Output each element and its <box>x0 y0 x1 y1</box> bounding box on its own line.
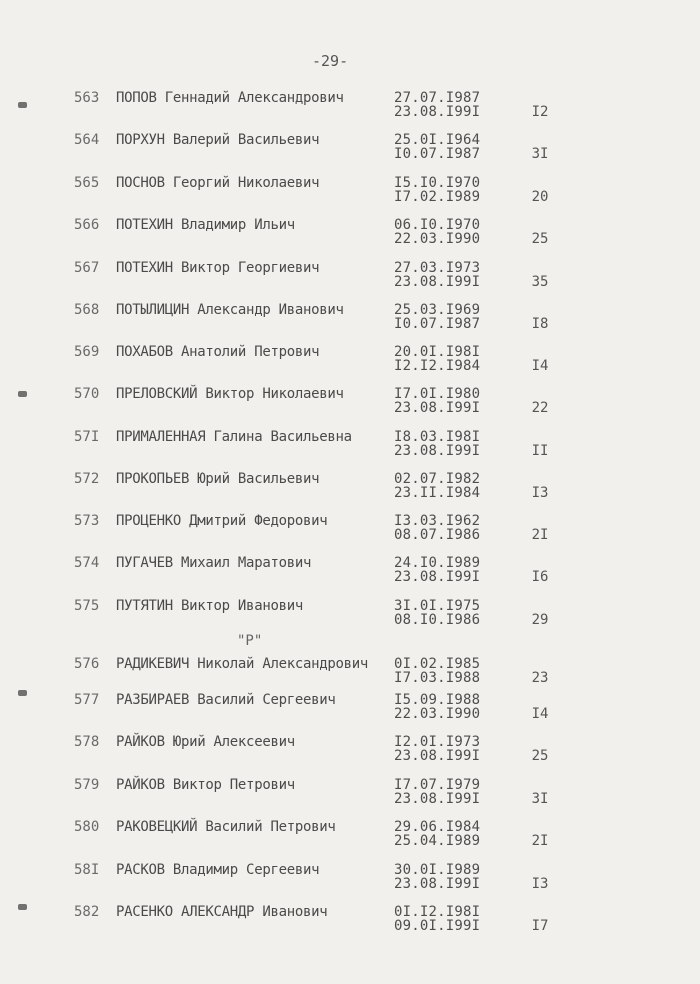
entry-name: ПОТЕХИН Виктор Георгиевич <box>116 260 320 276</box>
page-number: -29- <box>312 52 349 70</box>
entry-years: I4 <box>531 706 549 722</box>
entry-name: ПОПОВ Геннадий Александрович <box>116 90 344 106</box>
entry-name: ПРОКОПЬЕВ Юрий Васильевич <box>116 471 320 487</box>
entry-date-from: 25.03.I969 <box>394 302 481 318</box>
entry-date-from: I7.0I.I980 <box>394 386 481 402</box>
entry-number: 574 <box>74 555 100 571</box>
entry-number: 568 <box>74 302 100 318</box>
entry-date-to: 23.08.I99I <box>394 569 481 585</box>
entry-date-to: I0.07.I987 <box>394 316 481 332</box>
list-item <box>0 598 700 640</box>
entry-date-from: I5.09.I988 <box>394 692 481 708</box>
entry-date-from: 29.06.I984 <box>394 819 481 835</box>
entry-date-to: 09.0I.I99I <box>394 918 481 934</box>
list-item <box>0 217 700 259</box>
entry-name: ПОСНОВ Георгий Николаевич <box>116 175 320 191</box>
list-item <box>0 734 700 776</box>
entry-years: I7 <box>531 918 549 934</box>
entry-number: 582 <box>74 904 100 920</box>
list-item <box>0 862 700 904</box>
entry-years: I2 <box>531 104 549 120</box>
entry-date-from: 20.0I.I98I <box>394 344 481 360</box>
entry-date-to: 23.08.I99I <box>394 443 481 459</box>
entry-date-from: I8.03.I98I <box>394 429 481 445</box>
entry-number: 57I <box>74 429 100 445</box>
entry-name: ПРОЦЕНКО Дмитрий Федорович <box>116 513 328 529</box>
entry-name: РАДИКЕВИЧ Николай Александрович <box>116 656 368 672</box>
entry-date-from: 3I.0I.I975 <box>394 598 481 614</box>
list-item <box>0 90 700 132</box>
entry-date-to: 08.07.I986 <box>394 527 481 543</box>
list-item <box>0 904 700 946</box>
entry-date-to: 23.08.I99I <box>394 791 481 807</box>
entry-years: I4 <box>531 358 549 374</box>
entry-date-from: I7.07.I979 <box>394 777 481 793</box>
list-item <box>0 260 700 302</box>
list-item <box>0 555 700 597</box>
entry-years: 23 <box>531 670 549 686</box>
entry-number: 569 <box>74 344 100 360</box>
list-item <box>0 471 700 513</box>
entry-name: ПОТЫЛИЦИН Александр Иванович <box>116 302 344 318</box>
entry-years: 22 <box>531 400 549 416</box>
entry-date-from: 27.03.I973 <box>394 260 481 276</box>
entry-name: РАКОВЕЦКИЙ Василий Петрович <box>116 819 336 835</box>
entry-name: РАСЕНКО АЛЕКСАНДР Иванович <box>116 904 328 920</box>
entry-number: 575 <box>74 598 100 614</box>
entry-date-to: 22.03.I990 <box>394 706 481 722</box>
entry-number: 566 <box>74 217 100 233</box>
entry-date-from: 06.I0.I970 <box>394 217 481 233</box>
entry-years: 25 <box>531 231 549 247</box>
entry-number: 570 <box>74 386 100 402</box>
entry-number: 572 <box>74 471 100 487</box>
list-item <box>0 692 700 734</box>
entry-years: 25 <box>531 748 549 764</box>
entry-years: 2I <box>531 527 549 543</box>
entry-name: ПОТЕХИН Владимир Ильич <box>116 217 295 233</box>
entry-years: I8 <box>531 316 549 332</box>
entry-date-from: 24.I0.I989 <box>394 555 481 571</box>
entry-number: 567 <box>74 260 100 276</box>
entry-date-from: 25.0I.I964 <box>394 132 481 148</box>
entry-number: 565 <box>74 175 100 191</box>
entry-date-from: I5.I0.I970 <box>394 175 481 191</box>
entry-date-from: I3.03.I962 <box>394 513 481 529</box>
section-letter: "Р" <box>237 633 263 649</box>
entry-date-to: 23.08.I99I <box>394 748 481 764</box>
entry-date-from: 27.07.I987 <box>394 90 481 106</box>
entry-years: II <box>531 443 549 459</box>
list-item <box>0 513 700 555</box>
entry-date-to: I0.07.I987 <box>394 146 481 162</box>
list-item <box>0 175 700 217</box>
entry-number: 573 <box>74 513 100 529</box>
entry-date-to: 23.08.I99I <box>394 876 481 892</box>
entry-number: 563 <box>74 90 100 106</box>
entry-date-to: 23.08.I99I <box>394 104 481 120</box>
entry-number: 576 <box>74 656 100 672</box>
entry-date-from: 0I.I2.I98I <box>394 904 481 920</box>
entry-number: 578 <box>74 734 100 750</box>
entry-date-to: 25.04.I989 <box>394 833 481 849</box>
entry-name: ПРИМАЛЕННАЯ Галина Васильевна <box>116 429 352 445</box>
entry-years: 35 <box>531 274 549 290</box>
entry-name: РАСКОВ Владимир Сергеевич <box>116 862 320 878</box>
entry-name: РАЙКОВ Юрий Алексеевич <box>116 734 295 750</box>
entry-name: ПУГАЧЕВ Михаил Маратович <box>116 555 312 571</box>
entry-number: 580 <box>74 819 100 835</box>
entry-date-to: 08.I0.I986 <box>394 612 481 628</box>
entry-years: I3 <box>531 485 549 501</box>
entry-date-from: 0I.02.I985 <box>394 656 481 672</box>
list-item <box>0 777 700 819</box>
list-item <box>0 819 700 861</box>
entry-number: 577 <box>74 692 100 708</box>
entry-number: 58I <box>74 862 100 878</box>
entry-date-to: I2.I2.I984 <box>394 358 481 374</box>
list-item <box>0 386 700 428</box>
entry-date-to: 22.03.I990 <box>394 231 481 247</box>
list-item <box>0 344 700 386</box>
entry-years: 3I <box>531 791 549 807</box>
entry-name: ПОХАБОВ Анатолий Петрович <box>116 344 320 360</box>
entry-date-to: 23.II.I984 <box>394 485 481 501</box>
entry-name: ПУТЯТИН Виктор Иванович <box>116 598 303 614</box>
entry-date-from: 02.07.I982 <box>394 471 481 487</box>
entry-years: I6 <box>531 569 549 585</box>
entry-date-to: 23.08.I99I <box>394 400 481 416</box>
entry-years: 29 <box>531 612 549 628</box>
entry-date-from: I2.0I.I973 <box>394 734 481 750</box>
entry-date-to: 23.08.I99I <box>394 274 481 290</box>
entry-years: 20 <box>531 189 549 205</box>
entry-date-to: I7.02.I989 <box>394 189 481 205</box>
entry-years: 2I <box>531 833 549 849</box>
list-item <box>0 132 700 174</box>
list-item <box>0 429 700 471</box>
entry-years: 3I <box>531 146 549 162</box>
entry-name: РАЙКОВ Виктор Петрович <box>116 777 295 793</box>
entry-date-to: I7.03.I988 <box>394 670 481 686</box>
entry-name: ПРЕЛОВСКИЙ Виктор Николаевич <box>116 386 344 402</box>
entry-number: 579 <box>74 777 100 793</box>
entry-number: 564 <box>74 132 100 148</box>
entry-years: I3 <box>531 876 549 892</box>
entry-date-from: 30.0I.I989 <box>394 862 481 878</box>
entry-name: РАЗБИРАЕВ Василий Сергеевич <box>116 692 336 708</box>
entry-name: ПОРХУН Валерий Васильевич <box>116 132 320 148</box>
list-item <box>0 302 700 344</box>
